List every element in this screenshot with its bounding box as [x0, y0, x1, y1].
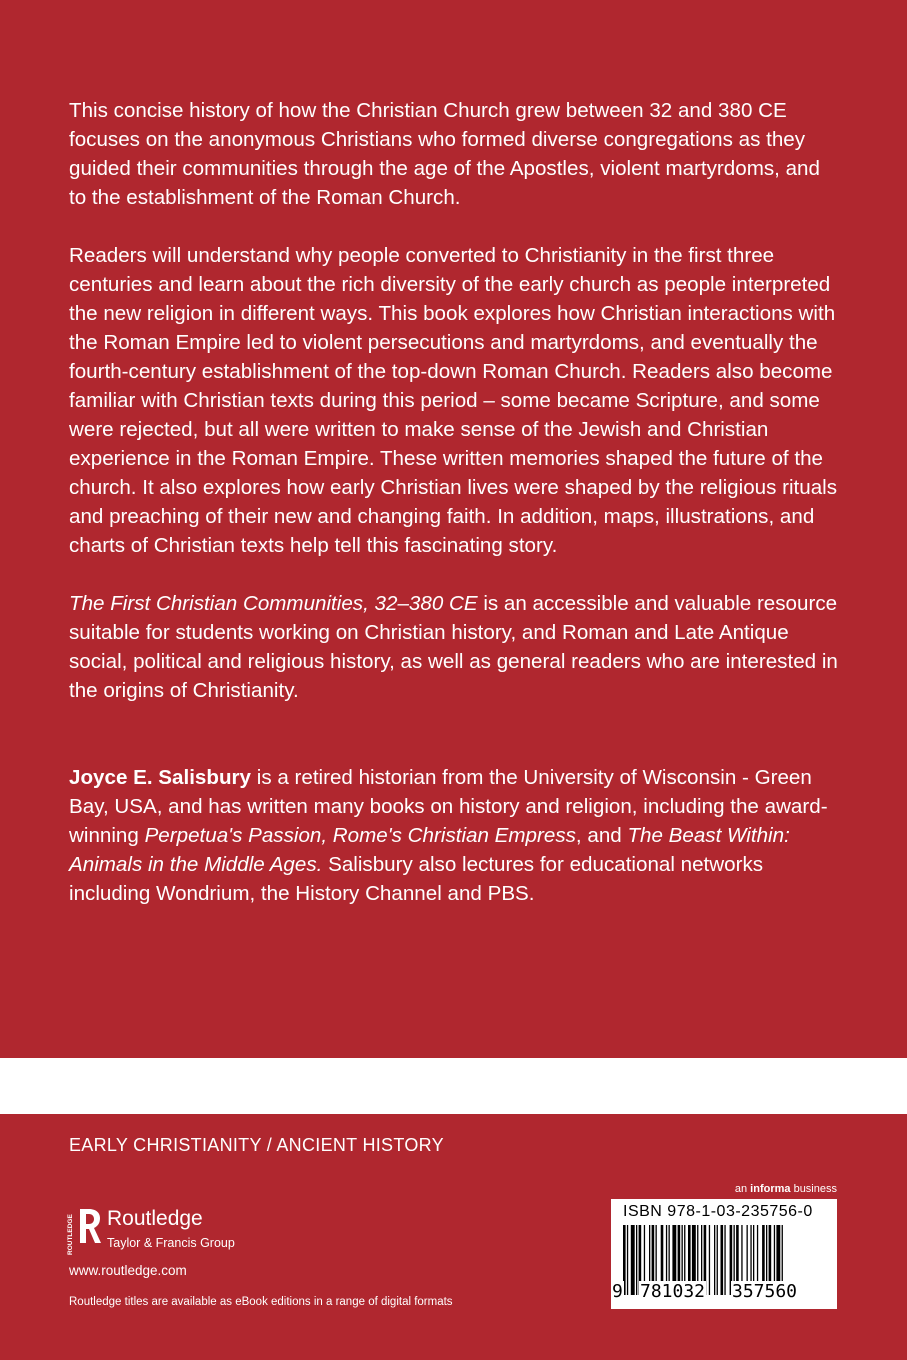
description-paragraph-2: Readers will understand why people converted to Christianity in the first three centuries and learn about the rich diversity of the early church as people interpreted the new religion in different ways. This book explores how Christian interactions with the Roman Empire led to violent persecutions and martyrdoms, and eventually the fourth-century establishment of the top-down Roman Church. Readers also become familiar with Christian texts during this period – some became Scripture, and some were rejected, but all were written to make sense of the Jewish and Christian experience in the Roman Empire. These written memories shaped the future of the church. It also explores how early Christian lives were shaped by the religious rituals and preaching of their new and changing faith. In addition, maps, illustrations, and charts of Christian texts help tell this fascinating story.: [69, 244, 838, 557]
routledge-side-text: ROUTLEDGE: [67, 1214, 74, 1255]
white-divider-band: [0, 1058, 907, 1114]
author-bio-text-1: is a retired historian from the University of Wisconsin - Green Bay, USA, and has written many books on history and religion, including the award-winning: [69, 766, 828, 847]
informa-business-tag: [735, 1183, 837, 1195]
informa-prefix: an: [734, 1183, 751, 1195]
subject-category: EARLY CHRISTIANITY / ANCIENT HISTORY: [69, 1135, 444, 1155]
barcode-bar: [627, 1225, 628, 1295]
barcode-bar: [724, 1225, 725, 1295]
publisher-group: Taylor & Francis Group: [107, 1236, 235, 1250]
barcode-bar: [717, 1225, 718, 1295]
description-text: [69, 96, 839, 937]
author-book-1: Perpetua's Passion, Rome's Christian Empress: [144, 824, 576, 847]
description-paragraph-1: This concise history of how the Christian Church grew between 32 and 380 CE focuses on the anonymous Christians who formed diverse congregations as they guided their communities through the age of the Apostles, violent martyrdoms, and to the establishment of the Roman Church.: [69, 99, 820, 209]
author-bio-text-3: Salisbury also lectures for educational networks including Wondrium, the History Channel and PBS.: [69, 853, 764, 905]
informa-brand: informa: [750, 1183, 791, 1195]
isbn-number: ISBN 978-1-03-235756-0: [623, 1203, 813, 1220]
ebook-note: Routledge titles are available as eBook editions in a range of digital formats: [69, 1296, 453, 1308]
barcode-digits-right: 357560: [732, 1281, 798, 1302]
author-bio-text-2: , and: [575, 824, 628, 847]
barcode-bar: [709, 1225, 710, 1295]
book-title: The First Christian Communities, 32–380 CE: [69, 592, 478, 615]
author-name: Joyce E. Salisbury: [69, 766, 252, 789]
barcode-bar: [631, 1225, 635, 1295]
isbn-barcode: [611, 1199, 837, 1309]
barcode-bar: [714, 1225, 715, 1295]
routledge-r-icon: [65, 1205, 101, 1259]
publisher-name: Routledge: [107, 1207, 203, 1230]
description-paragraph-3: [69, 589, 839, 705]
publisher-website: www.routledge.com: [69, 1263, 187, 1278]
author-bio: [69, 763, 839, 908]
description-paragraph-3-text: is an accessible and valuable resource suitable for students working on Christian history, and Roman and Late Antique social, political and religious history, as well as general readers who are interested in the origins of Christianity.: [69, 592, 838, 702]
routledge-logo: [65, 1205, 265, 1259]
author-book-2: The Beast Within: Animals in the Middle Ages.: [69, 824, 790, 876]
barcode-bar: [636, 1225, 637, 1295]
barcode-digits-left: 781032: [640, 1281, 706, 1302]
informa-suffix: business: [790, 1183, 837, 1195]
barcode-digit-first: 9: [612, 1281, 623, 1302]
barcode-bar: [721, 1225, 724, 1295]
